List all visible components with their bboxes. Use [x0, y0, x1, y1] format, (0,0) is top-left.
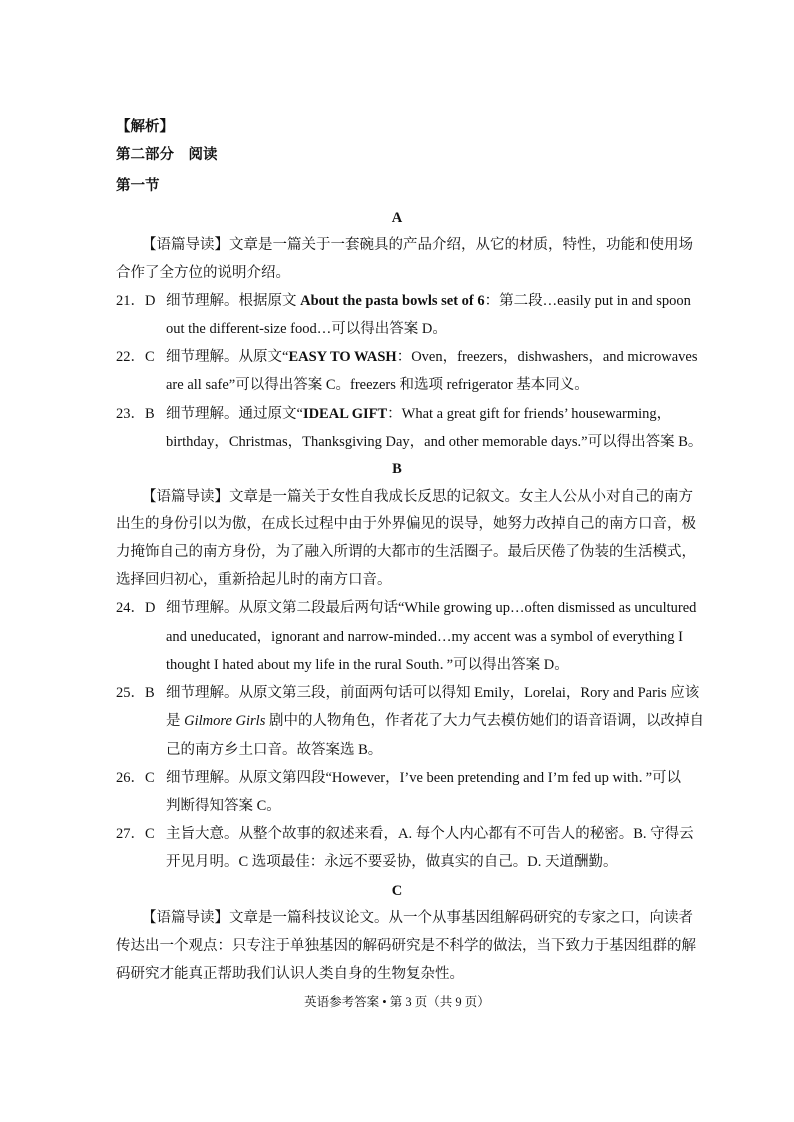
q25-line3: 己的南方乡土口音。故答案选 B。 [166, 742, 383, 758]
q21-source-title: About the pasta bowls set of 6 [300, 293, 485, 309]
q23-line2: birthday，Christmas，Thanksgiving Day，and other memorable days.”可以得出答案 B。 [166, 434, 703, 450]
q23-line1: 细节理解。通过原文“IDEAL GIFT：What a great gift for friends’ housewarming， [166, 406, 672, 422]
q24-number: 24．D [116, 600, 156, 616]
q21-line2: out the different-size food…可以得出答案 D。 [166, 321, 447, 337]
page-footer: 英语参考答案 • 第 3 页（共 9 页） [304, 995, 490, 1009]
passage-b-guide-line4: 选择回归初心，重新拾起儿时的南方口音。 [116, 572, 392, 588]
section-title: 第一节 [116, 178, 160, 194]
passage-b-guide-line3: 力掩饰自己的南方身份，为了融入所谓的大都市的生活圈子。最后厌倦了伪装的生活模式， [116, 544, 696, 560]
q24-line2: and uneducated，ignorant and narrow-minded…my accent was a symbol of everything I [166, 629, 684, 645]
q22-source-title: EASY TO WASH [288, 349, 397, 365]
passage-c-guide-line1: 【语篇导读】文章是一篇科技议论文。从一个从事基因组解码研究的专家之口，向读者 [142, 910, 693, 926]
q26-number: 26．C [116, 770, 155, 786]
passage-b-guide-line2: 出生的身份引以为傲，在成长过程中由于外界偏见的误导，她努力改掉自己的南方口音，极 [116, 516, 696, 532]
q22-line1: 细节理解。从原文“EASY TO WASH：Oven，freezers，dishwashers，and microwaves [166, 349, 698, 365]
q27-number: 27．C [116, 826, 155, 842]
q23-number: 23．B [116, 406, 155, 422]
passage-c-guide-line3: 码研究才能真正帮助我们认识人类自身的生物复杂性。 [116, 966, 464, 982]
passage-b-guide-line1: 【语篇导读】文章是一篇关于女性自我成长反思的记叙文。女主人公从小对自己的南方 [142, 489, 693, 505]
passage-a-guide-line2: 合作了全方位的说明介绍。 [116, 265, 290, 281]
passage-a-guide-line1: 【语篇导读】文章是一篇关于一套碗具的产品介绍，从它的材质，特性，功能和使用场 [142, 237, 693, 253]
q25-line2: 是 Gilmore Girls 剧中的人物角色，作者花了大力气去模仿她们的语音语调，以改掉自 [166, 713, 704, 729]
passage-a-heading: A [391, 210, 403, 226]
q26-line2: 判断得知答案 C。 [166, 798, 281, 814]
q23-source-title: IDEAL GIFT [302, 406, 388, 422]
analysis-label: 【解析】 [116, 119, 174, 135]
q26-line1: 细节理解。从原文第四段“However，I’ve been pretending and I’m fed up with．”可以 [166, 770, 682, 786]
part-title: 第二部分 阅读 [116, 147, 218, 163]
q27-line2: 开见月明。C 选项最佳：永远不要妥协，做真实的自己。D. 天道酬勤。 [166, 854, 618, 870]
q21-line1: 细节理解。根据原文 About the pasta bowls set of 6：第二段…easily put in and spoon [166, 293, 691, 309]
q22-line2: are all safe”可以得出答案 C。freezers 和选项 refrigerator 基本同义。 [166, 377, 589, 393]
q24-line1: 细节理解。从原文第二段最后两句话“While growing up…often dismissed as uncultured [166, 600, 697, 616]
q21-number: 21．D [116, 293, 156, 309]
q27-line1: 主旨大意。从整个故事的叙述来看，A. 每个人内心都有不可告人的秘密。B. 守得云 [166, 826, 694, 842]
passage-c-guide-line2: 传达出一个观点：只专注于单独基因的解码研究是不科学的做法，当下致力于基因组群的解 [116, 938, 696, 954]
q25-line1: 细节理解。从原文第三段，前面两句话可以得知 Emily，Lorelai，Rory and Paris 应该 [166, 685, 700, 701]
passage-b-heading: B [392, 461, 402, 477]
passage-c-heading: C [391, 883, 403, 899]
q22-number: 22．C [116, 349, 155, 365]
q25-show-title: Gilmore Girls [184, 713, 266, 729]
q24-line3: thought I hated about my life in the rural South．”可以得出答案 D。 [166, 657, 569, 673]
q25-number: 25．B [116, 685, 155, 701]
